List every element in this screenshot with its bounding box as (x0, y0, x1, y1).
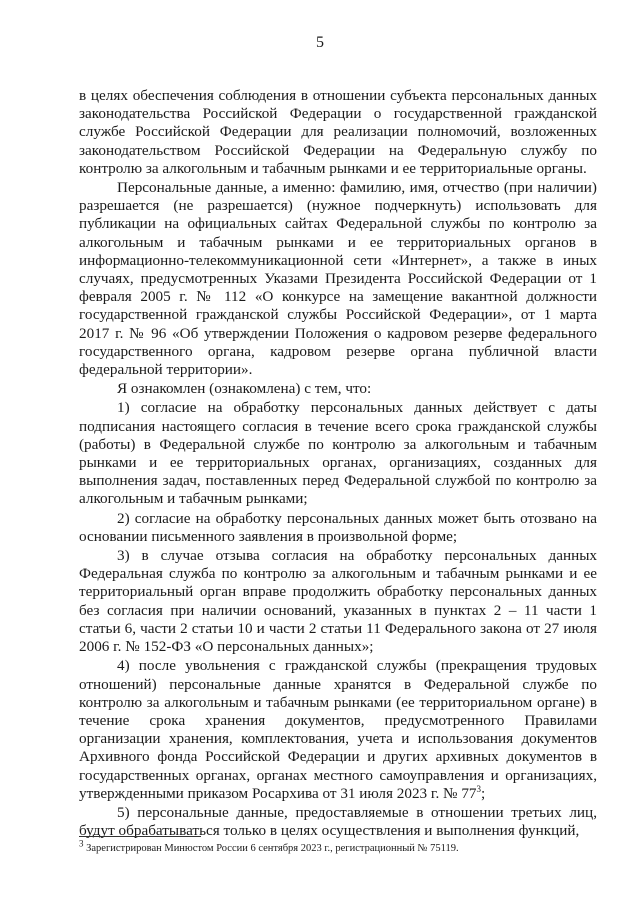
list-item-3: 3) в случае отзыва согласия на обработку персональных данных Федеральная служба по контролю за алкогольным и табачным рынками и ее территориальный орган вправе продолжить обработку персональных данных без согласия при наличии оснований, указанных в пунктах 2 – 11 части 1 статьи 6, части 2 статьи 10 и части 2 статьи 11 Федерального закона от 27 июля 2006 г. № 152-ФЗ «О персональных данных»; (79, 547, 597, 656)
footnote (79, 838, 599, 855)
footnote-marker: 3 (79, 838, 84, 849)
footnote-text: Зарегистрирован Минюстом России 6 сентября 2023 г., регистрационный № 75119. (83, 843, 459, 854)
list-item-5: 5) персональные данные, предоставляемые в отношении третьих лиц, будут обрабатываться только в целях осуществления и выполнения функций, (79, 803, 597, 840)
body-text (79, 87, 597, 841)
list-item-2: 2) согласие на обработку персональных данных может быть отозвано на основании письменного заявления в произвольной форме; (79, 509, 597, 545)
page-number: 5 (316, 34, 324, 51)
paragraph-acknowledgement: Я ознакомлен (ознакомлена) с тем, что: (117, 380, 372, 398)
footnote-reference: 3 (476, 783, 482, 794)
footnote-divider (79, 836, 201, 837)
paragraph-publication-consent: Персональные данные, а именно: фамилию, имя, отчество (при наличии) разрешается (не разрешается) (нужное подчеркнуть) использовать для публикации на официальных сайтах Федеральной службы по контролю за алкогольным и табачным рынками и ее территориальных органов в информационно-телекоммуникационной сети «Интернет», а также в иных случаях, предусмотренных Указами Президента Российской Федерации от 1 февраля 2005 г. № 112 «О конкурсе на замещение вакантной должности государственной гражданской службы Российской Федерации», от 1 марта 2017 г. № 96 «Об утверждении Положения о кадровом резерве федерального государственного органа, кадровом резерве органа публичной власти федеральной территории». (79, 179, 597, 379)
list-item-1: 1) согласие на обработку персональных данных действует с даты подписания настоящего согласия в течение всего срока гражданской службы (работы) в Федеральной службе по контролю за алкогольным и табачным рынками и ее территориальных органах, организациях, созданных для выполнения задач, поставленных перед Федеральной службой по контролю за алкогольным и табачным рынками; (79, 399, 597, 508)
list-item-4-tail: ; (481, 784, 486, 802)
list-item-4 (79, 657, 597, 803)
list-item-4-text: 4) после увольнения с гражданской службы (прекращения трудовых отношений) персональные данные хранятся в Федеральной службе по контролю за алкогольным и табачным рынками (ее территориальном органе) в течение срока хранения документов, предусмотренного Правилами организации хранения, комплектования, учета и использования документов Архивного фонда Российской Федерации и других архивных документов в государственных органах, органах местного самоуправления и организациях, утвержденными приказом Росархива от 31 июля 2023 г. № 77 (79, 657, 597, 802)
paragraph-purpose: в целях обеспечения соблюдения в отношении субъекта персональных данных законодательства Российской Федерации о государственной гражданской службе Российской Федерации для реализации полномочий, возложенных законодательством Российской Федерации на Федеральную службу по контролю за алкогольным и табачным рынками и ее территориальные органы. (79, 87, 597, 177)
